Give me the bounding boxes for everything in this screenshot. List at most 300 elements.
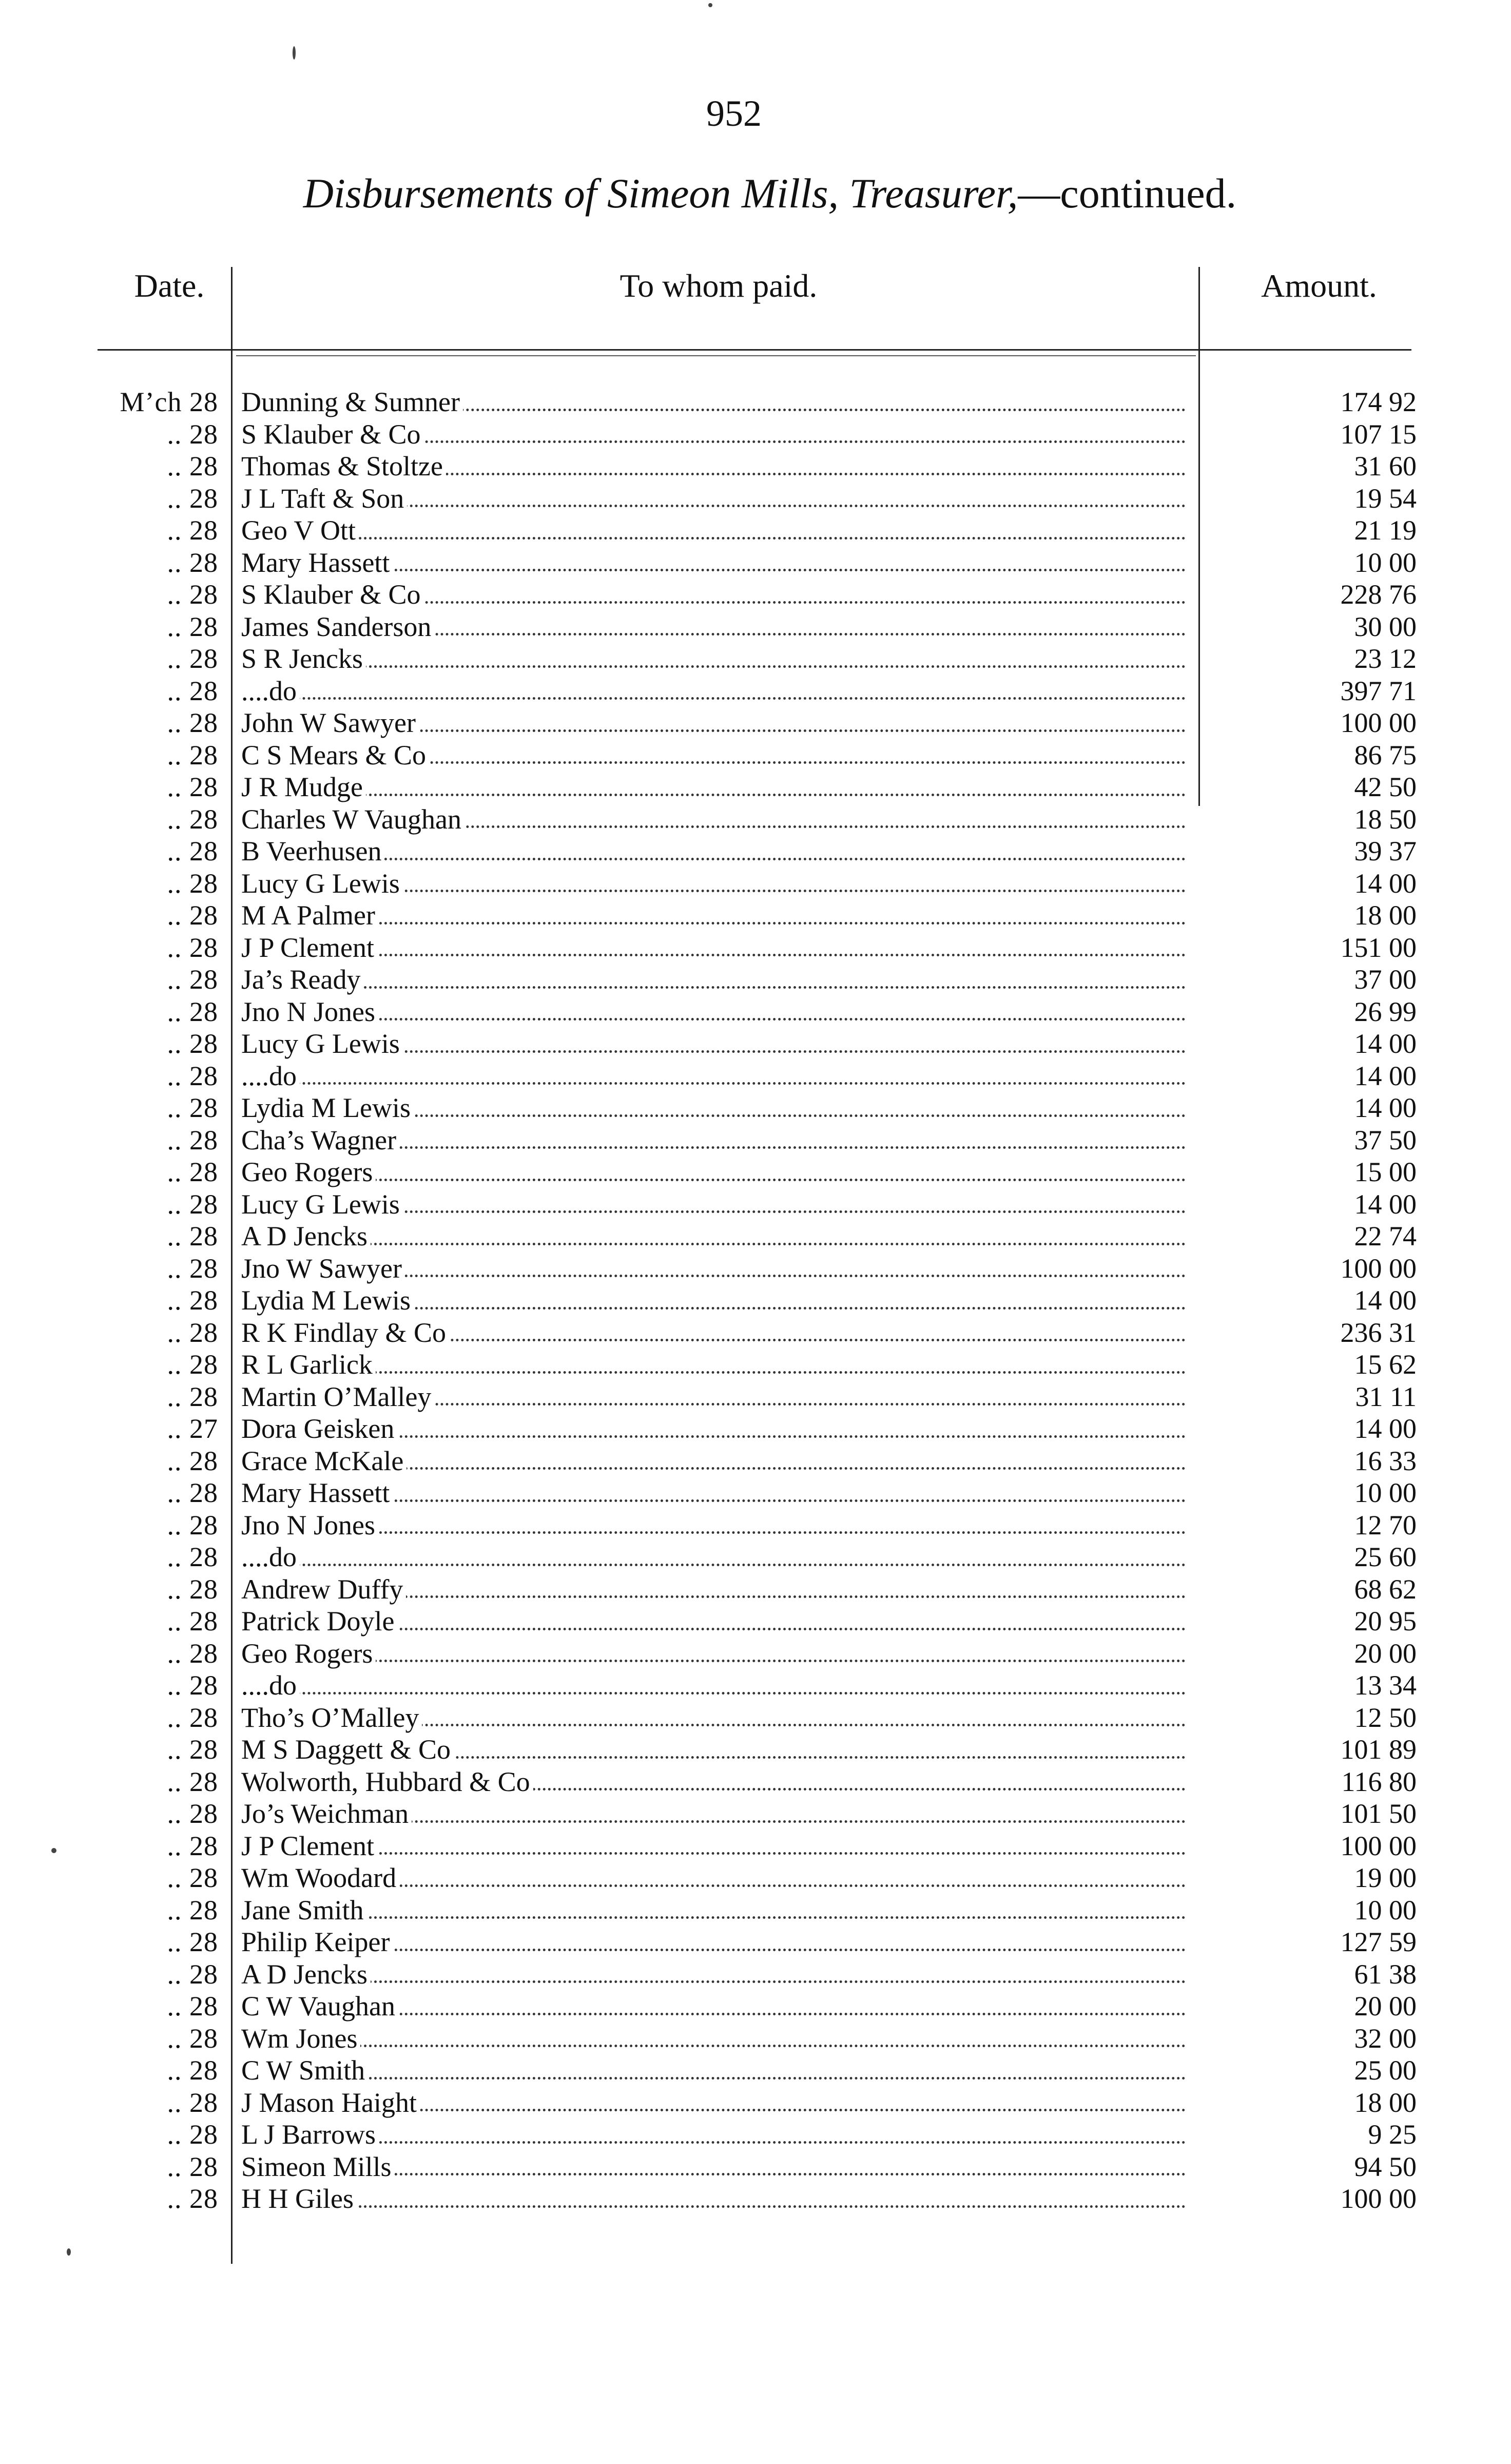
ledger-row: [0, 1734, 1511, 1766]
entry-amount: 61 38: [1354, 1958, 1417, 1990]
ink-speck: [67, 2248, 71, 2256]
entry-payee-name: A D Jencks: [241, 1221, 371, 1252]
entry-amount: 20 95: [1354, 1606, 1417, 1637]
entry-payee-name: ....do: [241, 1061, 300, 1091]
entry-amount: 9 25: [1368, 2119, 1417, 2150]
ledger-row: [0, 2183, 1511, 2215]
entry-amount: 37 50: [1354, 1124, 1417, 1156]
entry-payee-name: J L Taft & Son: [241, 483, 407, 514]
entry-date: .. 28: [167, 1862, 218, 1893]
entry-date: .. 28: [167, 2119, 218, 2150]
entry-payee: [241, 483, 1186, 515]
entry-payee: [241, 1702, 1186, 1734]
ledger-row: [0, 1509, 1511, 1542]
ledger-row: [0, 1284, 1511, 1317]
entry-amount: 37 00: [1354, 964, 1417, 995]
entry-amount: 39 37: [1354, 836, 1417, 867]
entry-payee: [241, 1381, 1186, 1413]
ledger-row: [0, 964, 1511, 996]
ledger-row: [0, 1445, 1511, 1477]
entry-amount: 21 19: [1354, 515, 1417, 546]
entry-amount: 86 75: [1354, 739, 1417, 771]
entry-amount: 25 00: [1354, 2055, 1417, 2086]
ledger-row: [0, 803, 1511, 836]
entry-payee-name: L J Barrows: [241, 2119, 379, 2150]
ledger-row: [0, 514, 1511, 547]
entry-payee-name: Cha’s Wagner: [241, 1125, 399, 1156]
ledger-row: [0, 707, 1511, 739]
entry-date: .. 28: [167, 1670, 218, 1701]
entry-date: .. 28: [167, 1798, 218, 1829]
entry-payee: [241, 1317, 1186, 1349]
entry-date: .. 28: [167, 868, 218, 899]
entry-amount: 68 62: [1354, 1573, 1417, 1605]
entry-date: .. 28: [167, 1509, 218, 1541]
ledger-row: [0, 1124, 1511, 1157]
entry-date: .. 28: [167, 483, 218, 514]
entry-payee-name: A D Jencks: [241, 1959, 371, 1990]
entry-payee-name: Jane Smith: [241, 1895, 367, 1926]
entry-date: .. 28: [167, 739, 218, 771]
entry-payee: [241, 547, 1186, 579]
column-header-amount: Amount.: [1261, 267, 1377, 304]
entry-payee-name: Lucy G Lewis: [241, 1028, 403, 1059]
ledger-row: [0, 1926, 1511, 1958]
entry-payee-name: Wolworth, Hubbard & Co: [241, 1766, 533, 1797]
entry-payee: [241, 2087, 1186, 2119]
ledger-row: [0, 1605, 1511, 1638]
entry-amount: 42 50: [1354, 772, 1417, 802]
entry-payee: [241, 2183, 1186, 2215]
entry-payee-name: C W Smith: [241, 2055, 368, 2086]
entry-date: .. 28: [167, 1542, 218, 1572]
entry-amount: 14 00: [1354, 1092, 1417, 1123]
entry-amount: 32 00: [1354, 2023, 1417, 2054]
ledger-row: [0, 483, 1511, 515]
ledger-row: [0, 1220, 1511, 1253]
entry-date: .. 28: [167, 1766, 218, 1797]
page-title: [205, 169, 1334, 218]
entry-amount: 100 00: [1340, 2183, 1417, 2214]
entry-amount: 116 80: [1341, 1766, 1417, 1797]
entry-date: .. 28: [167, 836, 218, 867]
ledger-row: [0, 1573, 1511, 1606]
entry-payee: [241, 1413, 1186, 1445]
leader-dots: [241, 1243, 1186, 1245]
entry-payee: [241, 514, 1186, 547]
entry-amount: 18 50: [1354, 803, 1417, 835]
entry-amount: 14 00: [1354, 868, 1417, 899]
entry-payee: [241, 835, 1186, 868]
entry-payee: [241, 386, 1186, 418]
entry-payee: [241, 2023, 1186, 2055]
entry-payee-name: Dora Geisken: [241, 1413, 397, 1444]
ledger-row: [0, 1092, 1511, 1124]
entry-payee: [241, 1028, 1186, 1060]
entry-payee-name: Ja’s Ready: [241, 964, 363, 995]
entry-payee-name: Lydia M Lewis: [241, 1092, 414, 1123]
ledger-row: [0, 1862, 1511, 1894]
entry-amount: 236 31: [1340, 1317, 1417, 1348]
entry-date: .. 28: [167, 1606, 218, 1637]
entry-payee-name: Dunning & Sumner: [241, 387, 463, 417]
entry-payee-name: Lydia M Lewis: [241, 1285, 414, 1316]
entry-date: .. 28: [167, 1927, 218, 1957]
entry-amount: 20 00: [1354, 1991, 1417, 2022]
leader-dots: [241, 1852, 1186, 1855]
entry-amount: 31 11: [1355, 1381, 1417, 1412]
entry-payee-name: ....do: [241, 1670, 300, 1701]
entry-payee-name: Charles W Vaughan: [241, 804, 464, 835]
entry-amount: 94 50: [1354, 2151, 1417, 2182]
ink-speck: [51, 1848, 56, 1853]
entry-payee-name: Philip Keiper: [241, 1927, 393, 1957]
entry-date: .. 28: [167, 1253, 218, 1284]
entry-payee: [241, 1541, 1186, 1573]
leader-dots: [241, 1179, 1186, 1181]
entry-payee-name: Jno N Jones: [241, 996, 378, 1027]
entry-amount: 18 00: [1354, 900, 1417, 931]
entry-payee: [241, 2054, 1186, 2087]
entry-payee: [241, 899, 1186, 932]
entry-payee-name: S Klauber & Co: [241, 419, 423, 450]
entry-payee-name: Wm Jones: [241, 2023, 360, 2054]
ledger-row: [0, 1638, 1511, 1670]
entry-payee-name: J P Clement: [241, 932, 377, 963]
entry-amount: 31 60: [1354, 451, 1417, 482]
ledger-row: [0, 643, 1511, 675]
entry-date: .. 28: [167, 1188, 218, 1220]
entry-amount: 107 15: [1340, 418, 1417, 450]
entry-payee-name: Martin O’Malley: [241, 1381, 434, 1412]
entry-date: .. 28: [167, 675, 218, 706]
leader-dots: [241, 2141, 1186, 2144]
entry-date: .. 28: [167, 772, 218, 802]
ledger-row: [0, 1381, 1511, 1413]
entry-date: .. 28: [167, 579, 218, 610]
entry-date: .. 28: [167, 1157, 218, 1187]
ledger-row: [0, 1317, 1511, 1349]
entry-payee-name: H H Giles: [241, 2183, 357, 2214]
ledger-row: [0, 1413, 1511, 1445]
entry-payee-name: James Sanderson: [241, 611, 434, 642]
entry-date: .. 28: [167, 2023, 218, 2054]
entry-payee: [241, 1605, 1186, 1638]
entry-payee-name: R K Findlay & Co: [241, 1317, 449, 1348]
entry-date: .. 28: [167, 1028, 218, 1059]
leader-dots: [241, 1916, 1186, 1919]
ledger-row: [0, 418, 1511, 451]
entry-date: .. 28: [167, 1734, 218, 1765]
entry-amount: 14 00: [1354, 1413, 1417, 1444]
entry-payee: [241, 1798, 1186, 1830]
entry-payee: [241, 707, 1186, 739]
leader-dots: [241, 922, 1186, 925]
leader-dots: [241, 1660, 1186, 1662]
entry-date: .. 28: [167, 1958, 218, 1990]
entry-payee-name: Andrew Duffy: [241, 1574, 406, 1605]
ledger-row: [0, 1349, 1511, 1381]
entry-date: .. 28: [167, 1381, 218, 1412]
leader-dots: [241, 794, 1186, 796]
ledger-row: [0, 1894, 1511, 1927]
ledger-row: [0, 1830, 1511, 1862]
entry-payee-name: Jno W Sawyer: [241, 1253, 405, 1284]
ink-speck: [293, 46, 296, 60]
entry-amount: 174 92: [1340, 387, 1417, 417]
entry-date: .. 28: [167, 1317, 218, 1348]
entry-payee: [241, 1638, 1186, 1670]
entry-amount: 151 00: [1340, 932, 1417, 963]
entry-date: M’ch 28: [120, 387, 218, 417]
entry-payee-name: Mary Hassett: [241, 547, 393, 578]
entry-amount: 22 74: [1354, 1221, 1417, 1252]
ledger-row: [0, 2151, 1511, 2183]
entry-amount: 26 99: [1354, 996, 1417, 1027]
ledger-row: [0, 771, 1511, 803]
leader-dots: [241, 1531, 1186, 1534]
entry-payee-name: Thomas & Stoltze: [241, 451, 446, 482]
entry-payee: [241, 1830, 1186, 1862]
leader-dots: [241, 537, 1186, 540]
ledger-row: [0, 1060, 1511, 1092]
entry-date: .. 28: [167, 643, 218, 674]
entry-date: .. 28: [167, 900, 218, 931]
entry-date: .. 28: [167, 2151, 218, 2182]
ledger-row: [0, 996, 1511, 1028]
entry-payee-name: S Klauber & Co: [241, 579, 423, 610]
header-rule: [98, 349, 1411, 351]
entry-payee: [241, 675, 1186, 707]
entry-date: .. 28: [167, 1830, 218, 1861]
ink-speck: [708, 3, 712, 7]
entry-amount: 12 70: [1354, 1509, 1417, 1541]
entry-date: .. 28: [167, 1477, 218, 1508]
ledger-row: [0, 2119, 1511, 2151]
entry-payee-name: ....do: [241, 676, 300, 706]
header-rule-inner: [236, 355, 1196, 356]
disbursement-ledger: [0, 386, 1511, 2215]
entry-amount: 10 00: [1354, 547, 1417, 578]
entry-payee-name: ....do: [241, 1542, 300, 1572]
page-title-italic: Disbursements of Simeon Mills, Treasurer,: [303, 170, 1018, 217]
entry-amount: 25 60: [1354, 1542, 1417, 1572]
entry-payee: [241, 1766, 1186, 1798]
ledger-row: [0, 1253, 1511, 1285]
page-title-continued: —continued.: [1018, 170, 1237, 217]
entry-date: .. 28: [167, 418, 218, 450]
entry-payee: [241, 1060, 1186, 1092]
ledger-row: [0, 868, 1511, 900]
entry-payee: [241, 1958, 1186, 1991]
ledger-row: [0, 386, 1511, 418]
entry-date: .. 28: [167, 1894, 218, 1926]
entry-payee: [241, 611, 1186, 643]
entry-payee-name: R L Garlick: [241, 1349, 376, 1380]
entry-amount: 100 00: [1340, 1253, 1417, 1284]
entry-payee: [241, 1349, 1186, 1381]
entry-payee: [241, 1734, 1186, 1766]
entry-payee: [241, 1253, 1186, 1285]
ledger-row: [0, 1702, 1511, 1734]
ledger-row: [0, 739, 1511, 772]
leader-dots: [241, 1018, 1186, 1021]
leader-dots: [241, 986, 1186, 989]
entry-date: .. 28: [167, 1445, 218, 1476]
ledger-row: [0, 1958, 1511, 1991]
leader-dots: [241, 697, 1186, 700]
entry-payee: [241, 1284, 1186, 1317]
entry-payee: [241, 1573, 1186, 1606]
entry-amount: 14 00: [1354, 1285, 1417, 1316]
entry-date: .. 28: [167, 1124, 218, 1156]
leader-dots: [241, 2045, 1186, 2047]
entry-payee: [241, 1220, 1186, 1253]
ledger-row: [0, 835, 1511, 868]
ledger-row: [0, 1766, 1511, 1798]
entry-date: .. 28: [167, 2183, 218, 2214]
entry-date: .. 28: [167, 1349, 218, 1380]
entry-amount: 100 00: [1340, 1830, 1417, 1861]
entry-date: .. 28: [167, 1991, 218, 2022]
entry-payee-name: John W Sawyer: [241, 707, 419, 738]
entry-payee: [241, 1445, 1186, 1477]
ledger-row: [0, 1028, 1511, 1060]
entry-amount: 18 00: [1354, 2087, 1417, 2118]
leader-dots: [241, 1371, 1186, 1374]
entry-amount: 14 00: [1354, 1028, 1417, 1059]
entry-payee-name: C W Vaughan: [241, 1991, 398, 2022]
entry-payee: [241, 964, 1186, 996]
entry-amount: 15 00: [1354, 1157, 1417, 1187]
entry-payee-name: S R Jencks: [241, 643, 366, 674]
entry-payee-name: Geo Rogers: [241, 1157, 376, 1187]
entry-payee-name: J R Mudge: [241, 772, 366, 802]
leader-dots: [241, 1082, 1186, 1085]
entry-date: .. 28: [167, 547, 218, 578]
ledger-row: [0, 1188, 1511, 1221]
page-number: 952: [706, 93, 762, 134]
leader-dots: [241, 1692, 1186, 1695]
entry-amount: 19 00: [1354, 1862, 1417, 1893]
entry-amount: 101 50: [1340, 1798, 1417, 1829]
leader-dots: [241, 1980, 1186, 1983]
entry-amount: 20 00: [1354, 1638, 1417, 1669]
entry-payee-name: Wm Woodard: [241, 1862, 399, 1893]
entry-payee: [241, 1092, 1186, 1124]
entry-amount: 10 00: [1354, 1894, 1417, 1926]
entry-payee-name: M S Daggett & Co: [241, 1734, 454, 1765]
ledger-row: [0, 1798, 1511, 1830]
ledger-row: [0, 611, 1511, 643]
entry-payee: [241, 1926, 1186, 1958]
entry-payee: [241, 739, 1186, 772]
entry-payee: [241, 2151, 1186, 2183]
entry-payee: [241, 1894, 1186, 1927]
entry-date: .. 28: [167, 1221, 218, 1252]
entry-amount: 30 00: [1354, 611, 1417, 642]
entry-date: .. 28: [167, 707, 218, 738]
entry-payee-name: Geo V Ott: [241, 515, 359, 546]
entry-payee-name: Jo’s Weichman: [241, 1798, 412, 1829]
column-header-date: Date.: [134, 267, 205, 304]
entry-payee-name: Lucy G Lewis: [241, 1189, 403, 1220]
entry-payee: [241, 803, 1186, 836]
entry-payee: [241, 643, 1186, 675]
entry-payee-name: B Veerhusen: [241, 836, 384, 867]
entry-date: .. 28: [167, 1702, 218, 1733]
ledger-row: [0, 675, 1511, 707]
ledger-row: [0, 547, 1511, 579]
entry-payee: [241, 868, 1186, 900]
entry-payee: [241, 1669, 1186, 1702]
entry-payee: [241, 1188, 1186, 1221]
entry-payee: [241, 932, 1186, 964]
entry-date: .. 28: [167, 1285, 218, 1316]
entry-amount: 23 12: [1354, 643, 1417, 674]
leader-dots: [241, 1564, 1186, 1566]
entry-date: .. 27: [167, 1413, 218, 1444]
entry-amount: 14 00: [1354, 1060, 1417, 1091]
entry-payee-name: Mary Hassett: [241, 1477, 393, 1508]
entry-date: .. 28: [167, 1092, 218, 1123]
entry-date: .. 28: [167, 932, 218, 963]
entry-payee-name: J Mason Haight: [241, 2087, 420, 2118]
ledger-row: [0, 2054, 1511, 2087]
leader-dots: [241, 2205, 1186, 2208]
entry-amount: 12 50: [1354, 1702, 1417, 1733]
entry-payee-name: Lucy G Lewis: [241, 868, 403, 899]
ledger-row: [0, 1669, 1511, 1702]
entry-date: .. 28: [167, 2055, 218, 2086]
ledger-row: [0, 932, 1511, 964]
ledger-row: [0, 450, 1511, 483]
entry-amount: 100 00: [1340, 707, 1417, 738]
ledger-row: [0, 579, 1511, 611]
entry-payee-name: Geo Rogers: [241, 1638, 376, 1669]
entry-payee-name: Grace McKale: [241, 1446, 406, 1476]
entry-date: .. 28: [167, 803, 218, 835]
entry-payee-name: M A Palmer: [241, 900, 378, 931]
entry-payee: [241, 1124, 1186, 1157]
entry-amount: 16 33: [1354, 1445, 1417, 1476]
entry-payee-name: C S Mears & Co: [241, 740, 429, 771]
entry-amount: 19 54: [1354, 483, 1417, 514]
entry-amount: 15 62: [1354, 1349, 1417, 1380]
entry-payee: [241, 771, 1186, 803]
entry-date: .. 28: [167, 1060, 218, 1091]
ledger-row: [0, 899, 1511, 932]
entry-payee-name: J P Clement: [241, 1831, 377, 1861]
entry-payee: [241, 2119, 1186, 2151]
entry-payee: [241, 1156, 1186, 1188]
entry-amount: 13 34: [1354, 1670, 1417, 1701]
entry-date: .. 28: [167, 451, 218, 482]
entry-date: .. 28: [167, 1573, 218, 1605]
entry-payee-name: Jno N Jones: [241, 1510, 378, 1541]
entry-date: .. 28: [167, 1638, 218, 1669]
leader-dots: [241, 665, 1186, 668]
entry-payee: [241, 1990, 1186, 2023]
entry-payee: [241, 579, 1186, 611]
leader-dots: [241, 2077, 1186, 2080]
entry-payee: [241, 996, 1186, 1028]
entry-date: .. 28: [167, 611, 218, 642]
entry-payee-name: Simeon Mills: [241, 2151, 395, 2182]
ledger-row: [0, 1477, 1511, 1509]
entry-date: .. 28: [167, 515, 218, 546]
ledger-row: [0, 2087, 1511, 2119]
